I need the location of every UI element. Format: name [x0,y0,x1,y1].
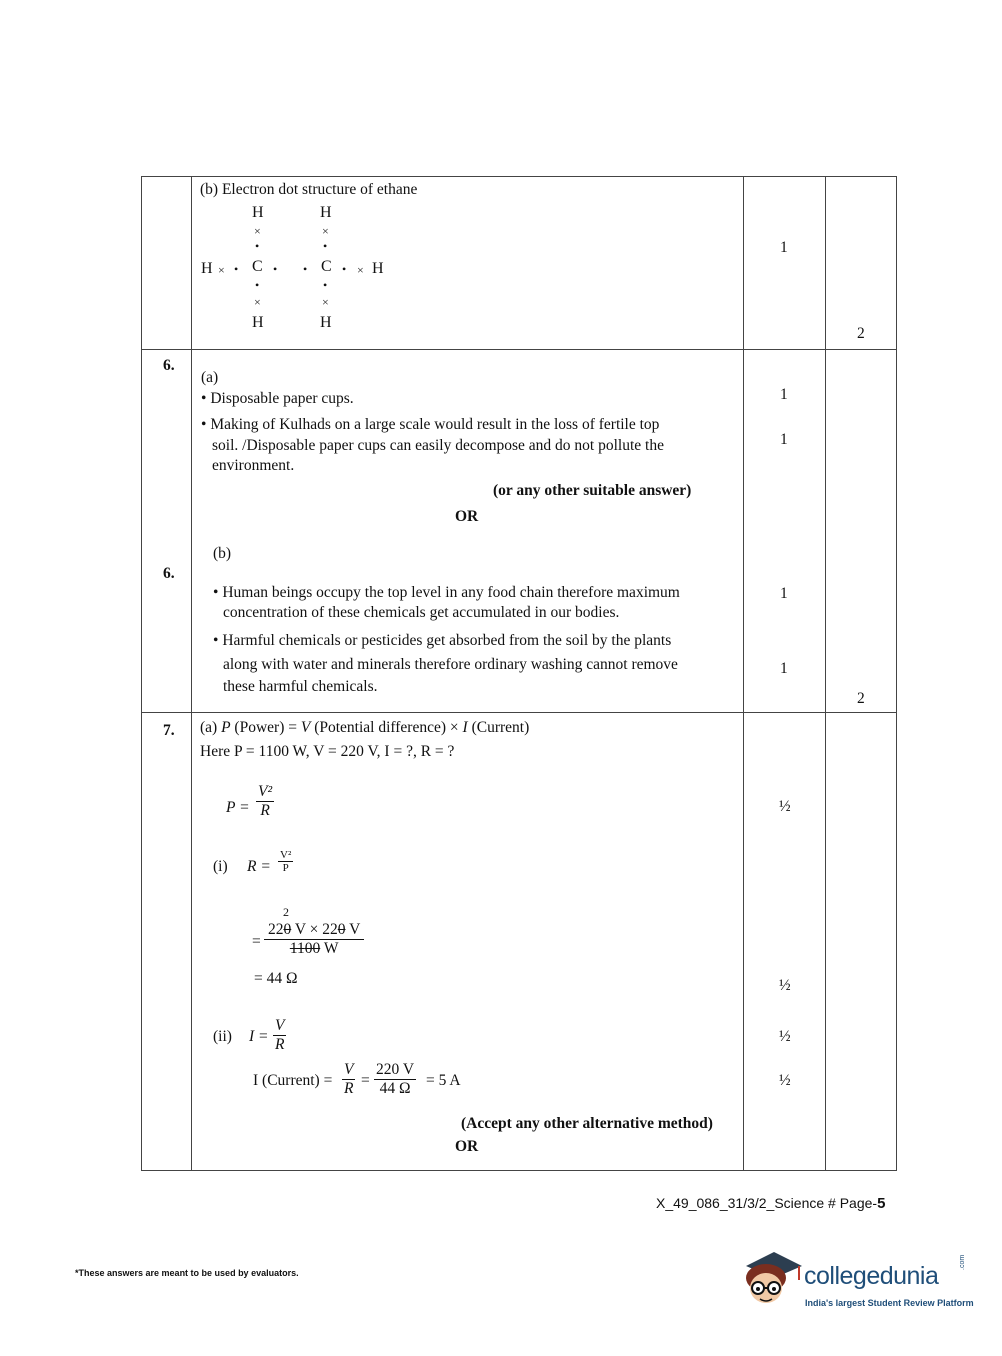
atom-c-right: C [321,258,332,275]
q7-fraction-v-r [273,1017,286,1054]
dot-left: • [234,262,239,276]
q7-line-1-prefix: (a) [200,719,222,736]
q7-result-r: = 44 Ω [254,970,298,987]
logo-wordmark: collegedunia [804,1262,939,1290]
q7-line-1 [200,719,529,737]
dot-bottom-left: • [255,278,260,292]
q7-line-2: Here P = 1100 W, V = 220 V, I = ?, R = ? [200,743,455,760]
q7-fraction-calc [264,921,364,958]
table-divider-answer [743,176,744,1171]
q6a-number: 6. [163,357,175,374]
q7-fraction-num: V² [258,783,273,800]
evaluator-note: *These answers are meant to be used by evaluators. [75,1268,299,1278]
q7-den-struck-1: 11 [289,940,305,957]
q7-num-a-struck: 0 [283,921,292,938]
q7-symbol-i: I [462,719,468,736]
cross-top-left: × [254,224,261,238]
q7-fraction-220-44-den: 44 Ω [379,1080,411,1097]
atom-h-right: H [372,260,384,277]
q7-mark-half-4: ½ [779,1072,791,1089]
q7-fraction-calc-num [264,921,364,940]
q7-i-eq: I = [249,1028,269,1045]
dot-top-left: • [255,239,260,253]
row-b-mark: 1 [780,239,788,256]
table-border-top [141,176,897,177]
q6b-part-label: (b) [213,545,232,562]
atom-h-bottom-right: H [320,314,332,331]
q7-current-label: I (Current) = [253,1072,333,1089]
q6a-bullet-2-line-2: soil. /Disposable paper cups can easily decompose and do not pollute the [212,437,664,454]
dot-bottom-right: • [323,278,328,292]
q6a-note: (or any other suitable answer) [493,482,692,499]
q7-note: (Accept any other alternative method) [461,1115,713,1132]
cross-right: × [357,263,364,277]
q7-or: OR [455,1138,479,1155]
atom-h-top-right: H [320,204,332,221]
page-number: 5 [877,1195,886,1212]
q6a-or: OR [455,508,479,525]
dot-c-left-right: • [273,262,278,276]
q6b-bullet-2-line-1: Harmful chemicals or pesticides get absorbed from the soil by the plants [222,632,672,649]
q6b-bullet-2-line-2: along with water and minerals therefore ordinary washing cannot remove [223,656,678,673]
q7-p-eq: P = [226,799,250,816]
row-b-heading: (b) Electron dot structure of ethane [200,181,418,198]
q7-num-a: 22 [268,921,284,938]
q6a-part-label: (a) [201,369,219,386]
q6b-bullet-1-line-2: concentration of these chemicals get accumulated in our bodies. [223,604,620,621]
q7-cancel-superscript: 2 [283,905,289,919]
q7-fraction-v-r-2 [342,1061,355,1098]
row-divider-2 [141,712,897,713]
dot-right: • [342,262,347,276]
table-border-right [896,176,897,1171]
q7-num-b: V × 22 [291,921,338,938]
row-divider-1 [141,349,897,350]
q7-fraction-v2-r [256,783,274,820]
table-divider-marks [825,176,826,1171]
page-code [656,1195,885,1212]
logo-com: .com [959,1254,966,1270]
q7-line-1-mid: (Power) = [230,719,301,736]
q7-mark-half-1: ½ [779,798,791,815]
q6b-mark-1: 1 [780,585,788,602]
cross-bottom-right: × [322,295,329,309]
q7-symbol-v: V [300,719,311,736]
q7-mark-half-3: ½ [779,1028,791,1045]
q7-fraction-220-44-num: 220 V [376,1061,415,1078]
q7-fraction-v2-p-num: V² [280,849,292,861]
q6a-bullet-2-line-3: environment. [212,457,295,474]
q7-fraction-v2-p [278,849,293,874]
q7-num-c: V [345,921,361,938]
cross-bottom-left: × [254,295,261,309]
q6b-bullet-1-line-1: Human beings occupy the top level in any food chain therefore maximum [222,584,680,601]
q6a-bullet-2: • Making of Kulhads on a large scale would result in the loss of fertile top [201,416,660,433]
q6a-bullet-1-text: Disposable paper cups. [210,390,354,407]
cross-left: × [218,263,225,277]
q7-mark-half-2: ½ [779,977,791,994]
q6b-bullet-1: • Human beings occupy the top level in any food chain therefore maximum [213,584,680,601]
q6a-bullet-2-line-1: Making of Kulhads on a large scale would result in the loss of fertile top [210,416,660,433]
q7-symbol-p: P [221,719,231,736]
q6a-mark-2: 1 [780,431,788,448]
atom-h-left: H [201,260,213,277]
q6a-mark-1: 1 [780,386,788,403]
q7-num-b-struck: 0 [337,921,346,938]
q6b-total: 2 [857,690,865,707]
atom-c-left: C [252,258,263,275]
mascot-icon [740,1248,804,1314]
table-border-left [141,176,142,1171]
table-border-bottom [141,1170,897,1171]
q7-part-ii: (ii) [213,1028,232,1045]
q7-den-unit: W [320,940,339,957]
atom-h-bottom-left: H [252,314,264,331]
q7-equals-1: = [252,933,261,950]
q7-line-1-end: (Current) [467,719,530,736]
row-b-total: 2 [857,325,865,342]
q7-r-eq: R = [247,858,271,875]
q6b-mark-2: 1 [780,660,788,677]
q7-fraction-v-r-den: R [275,1036,285,1053]
q7-equals-2: = [361,1072,370,1089]
q6b-bullet-2: • Harmful chemicals or pesticides get absorbed from the soil by the plants [213,632,672,649]
cross-top-right: × [322,224,329,238]
q7-fraction-v-r-2-num: V [344,1061,354,1078]
q7-number: 7. [163,722,175,739]
q7-fraction-v2-p-den: P [282,862,289,874]
dot-c-right-left: • [303,262,308,276]
q7-result-i: = 5 A [426,1072,461,1089]
q7-part-i: (i) [213,858,228,875]
q6b-bullet-2-line-3: these harmful chemicals. [223,678,378,695]
table-divider-qnum [191,176,192,1171]
dot-top-right: • [323,239,328,253]
q7-fraction-220-44 [374,1061,416,1098]
atom-h-top-left: H [252,204,264,221]
q6b-number: 6. [163,565,175,582]
q7-den-struck-2: 00 [304,940,321,957]
logo-tagline: India's largest Student Review Platform [805,1298,974,1308]
q7-line-1-mid-2: (Potential difference) × [310,719,463,736]
q7-fraction-den: R [260,802,270,819]
q7-fraction-v-r-num: V [275,1017,285,1034]
q7-fraction-v-r-2-den: R [344,1080,354,1097]
q6a-bullet-1: • Disposable paper cups. [201,390,354,407]
page-code-text: X_49_086_31/3/2_Science # Page- [656,1195,878,1211]
q7-fraction-calc-den [264,940,364,958]
